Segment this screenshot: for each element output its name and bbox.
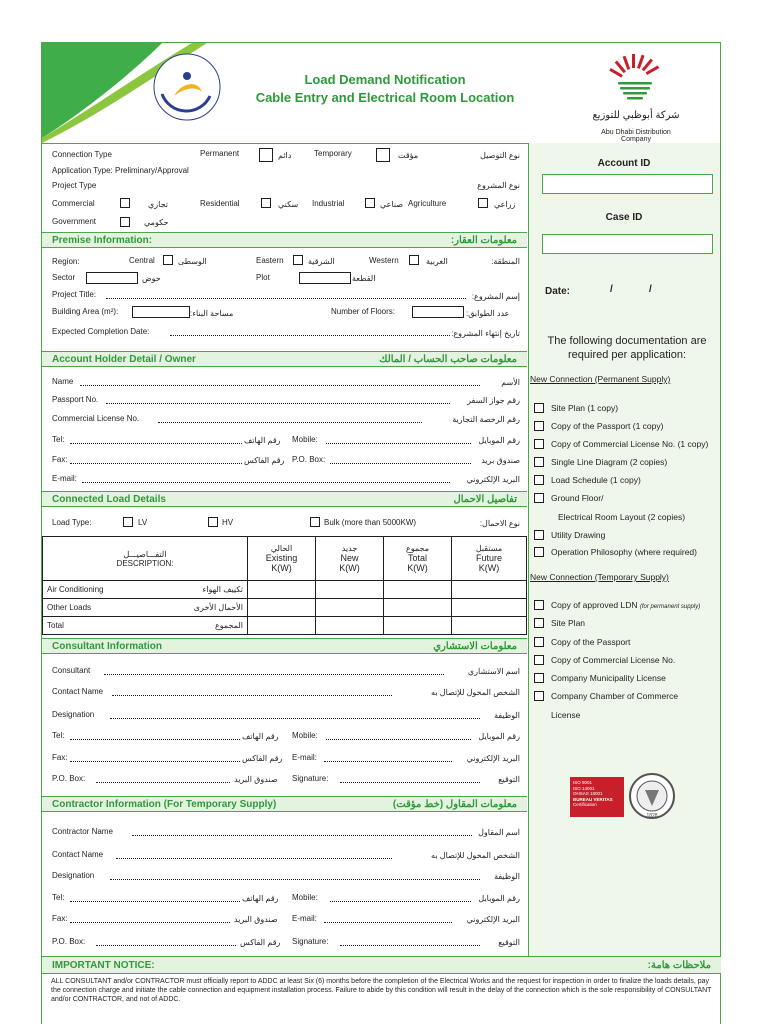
doc-checkbox[interactable]	[534, 691, 544, 701]
commercial-label: Commercial	[52, 199, 95, 208]
col-new-en: New K(W)	[339, 553, 360, 573]
industrial-label: Industrial	[312, 199, 345, 208]
contractor-contact-field[interactable]	[116, 858, 392, 859]
owner-pobox-label: P.O. Box:	[292, 455, 326, 464]
contractor-pobox-label: P.O. Box:	[52, 937, 86, 946]
date-separator: /	[610, 284, 613, 295]
passport-label: Passport No.	[52, 395, 99, 404]
consultant-tel-label-ar: رقم الهاتف	[242, 732, 279, 741]
bureau-veritas-seal	[628, 770, 676, 824]
iso-certification-badge	[570, 777, 624, 817]
row-label	[43, 599, 248, 617]
new-cell[interactable]	[316, 617, 384, 635]
owner-tel-label-ar: رقم الهاتف	[244, 436, 281, 445]
consultant-fax-field[interactable]	[70, 761, 240, 762]
owner-heading: Account Holder Detail / Owner	[52, 354, 196, 365]
load-type-label: Load Type:	[52, 518, 92, 527]
doc-label: Company Chamber of Commerce	[551, 691, 679, 701]
contractor-mobile-label: Mobile:	[292, 893, 318, 902]
residential-label: Residential	[200, 199, 240, 208]
consultant-pobox-label: P.O. Box:	[52, 774, 86, 783]
contractor-name-label-ar: اسم المقاول	[478, 828, 520, 837]
plot-input[interactable]	[299, 272, 351, 284]
row-label-en: Other Loads	[47, 603, 92, 612]
load-table-header-row	[43, 537, 527, 581]
contractor-email-label-ar: البريد الإلكتروني	[466, 915, 520, 924]
owner-mobile-label-ar: رقم الموبايل	[478, 436, 520, 445]
commercial-checkbox[interactable]	[120, 198, 130, 208]
doc-label: Copy of Commercial License No.	[551, 655, 676, 665]
documentation-intro: The following documentation are required per application:	[547, 335, 707, 361]
building-area-input[interactable]	[132, 306, 190, 318]
existing-cell[interactable]	[248, 599, 316, 617]
col-future-ar: مستقبل	[475, 544, 503, 553]
existing-cell[interactable]	[248, 617, 316, 635]
consultant-name-label: Consultant	[52, 666, 91, 675]
consultant-contact-label-ar: الشخص المخول للإتصال به	[431, 688, 520, 697]
doc-checkbox[interactable]	[534, 439, 544, 449]
hv-label: HV	[222, 518, 234, 527]
col-new	[316, 537, 384, 581]
contractor-mobile-field[interactable]	[330, 901, 471, 902]
owner-section-header	[42, 351, 527, 367]
doc-ground-floor-cont: Electrical Room Layout (2 copies)	[558, 512, 686, 522]
contractor-fax-label-ar: صندوق البريد	[234, 915, 278, 924]
contractor-pobox-label-ar: رقم الفاكس	[240, 938, 281, 947]
agriculture-checkbox[interactable]	[478, 198, 488, 208]
floors-label: Number of Floors:	[331, 307, 396, 316]
lv-checkbox[interactable]	[123, 517, 133, 527]
industrial-checkbox[interactable]	[365, 198, 375, 208]
doc-label: Operation Philosophy (where required)	[551, 547, 697, 557]
form-title-line1: Load Demand Notification	[304, 72, 466, 87]
premise-heading-ar: معلومات العقار:	[450, 235, 517, 246]
consultant-email-label-ar: البريد الإلكتروني	[466, 754, 520, 763]
iso-line: OHSAS 18001	[573, 791, 603, 797]
consultant-name-field[interactable]	[104, 674, 444, 675]
owner-name-field[interactable]	[80, 385, 480, 386]
residential-checkbox[interactable]	[261, 198, 271, 208]
eastern-checkbox[interactable]	[293, 255, 303, 265]
contractor-name-label: Contractor Name	[52, 827, 113, 836]
load-heading-ar: تفاصيل الاحمال	[453, 494, 517, 505]
temporary-label-ar: مؤقت	[398, 151, 419, 160]
consultant-fax-label: Fax:	[52, 753, 68, 762]
consultant-designation-label-ar: الوظيفة	[494, 711, 520, 720]
floors-input[interactable]	[412, 306, 464, 318]
completion-date-field[interactable]	[170, 335, 450, 336]
doc-checkbox[interactable]	[534, 600, 544, 610]
iso-line: ISO 9001	[573, 780, 593, 785]
connection-type-label-ar: نوع التوصيل	[480, 151, 520, 160]
row-label-en: Total	[47, 621, 64, 630]
iso-line: BUREAU VERITAS	[573, 796, 613, 802]
consultant-email-label: E-mail:	[292, 753, 317, 762]
western-checkbox[interactable]	[409, 255, 419, 265]
doc-checkbox[interactable]	[534, 637, 544, 647]
doc-label: Copy of the Passport (1 copy)	[551, 421, 664, 431]
owner-email-label-ar: البريد الإلكتروني	[466, 475, 520, 484]
doc-label: Site Plan (1 copy)	[551, 403, 619, 413]
company-name-en: Abu Dhabi Distribution Company	[601, 129, 671, 143]
consultant-fax-label-ar: رقم الفاكس	[242, 754, 283, 763]
doc-label: Single Line Diagram (2 copies)	[551, 457, 668, 467]
industrial-label-ar: صناعي	[380, 200, 404, 209]
consultant-section-header	[42, 638, 527, 654]
owner-email-field[interactable]	[82, 482, 450, 483]
excellence-award-logo	[152, 52, 222, 122]
col-existing-ar: الحالي	[270, 544, 293, 553]
doc-label: Company Municipality License	[551, 673, 666, 683]
consultant-contact-label: Contact Name	[52, 687, 104, 696]
consultant-tel-field[interactable]	[70, 739, 240, 740]
consultant-designation-label: Designation	[52, 710, 95, 719]
agriculture-label-ar: زراعي	[494, 200, 516, 209]
table-row	[43, 581, 527, 599]
owner-mobile-field[interactable]	[326, 443, 471, 444]
case-id-input[interactable]	[542, 234, 713, 254]
consultant-mobile-field[interactable]	[326, 739, 471, 740]
doc-checkbox[interactable]	[534, 403, 544, 413]
contractor-pobox-field[interactable]	[96, 945, 236, 946]
consultant-designation-field[interactable]	[110, 718, 480, 719]
completion-date-label-ar: تاريخ إنتهاء المشروع:	[451, 329, 520, 338]
doc-checkbox[interactable]	[534, 421, 544, 431]
permanent-docs-heading: New Connection (Permanent Supply)	[530, 374, 671, 384]
doc-label: Load Schedule (1 copy)	[551, 475, 641, 485]
doc-checkbox[interactable]	[534, 493, 544, 503]
sector-label: Sector	[52, 273, 76, 282]
notice-heading-ar: ملاحظات هامة:	[647, 960, 711, 971]
agriculture-label: Agriculture	[408, 199, 447, 208]
contractor-fax-field[interactable]	[70, 922, 230, 923]
col-new-ar: جديد	[341, 544, 358, 553]
total-cell[interactable]	[384, 599, 452, 617]
central-checkbox[interactable]	[163, 255, 173, 265]
consultant-pobox-field[interactable]	[96, 782, 230, 783]
col-existing	[248, 537, 316, 581]
doc-label-note: (for permanent supply)	[639, 604, 701, 610]
doc-checkbox[interactable]	[534, 618, 544, 628]
residential-label-ar: سكني	[278, 200, 299, 209]
contractor-signature-field[interactable]	[340, 945, 480, 946]
doc-label: Copy of Commercial License No. (1 copy)	[551, 439, 709, 449]
owner-name-label: Name	[52, 377, 74, 386]
consultant-contact-field[interactable]	[112, 695, 392, 696]
consultant-signature-field[interactable]	[340, 782, 480, 783]
doc-label-text: Copy of approved LDN	[551, 600, 638, 610]
consultant-heading: Consultant Information	[52, 641, 162, 652]
contractor-contact-label-ar: الشخص المخول للإتصال به	[431, 851, 520, 860]
doc-label: Copy of the Passport	[551, 637, 631, 647]
bulk-checkbox[interactable]	[310, 517, 320, 527]
contractor-designation-label: Designation	[52, 871, 95, 880]
col-total	[384, 537, 452, 581]
load-type-label-ar: نوع الاحمال:	[479, 519, 520, 528]
consultant-name-label-ar: اسم الاستشاري	[467, 667, 520, 676]
load-heading: Connected Load Details	[52, 494, 166, 505]
connection-type-label: Connection Type	[52, 150, 112, 159]
future-cell[interactable]	[452, 617, 527, 635]
load-section-header	[42, 491, 527, 507]
doc-checkbox[interactable]	[534, 530, 544, 540]
western-label-ar: الغربية	[426, 257, 448, 266]
project-title-field[interactable]	[106, 298, 466, 299]
contractor-designation-field[interactable]	[110, 879, 480, 880]
table-row	[43, 599, 527, 617]
new-cell[interactable]	[316, 581, 384, 599]
application-type-label: Application Type: Preliminary/Approval	[52, 166, 189, 175]
doc-checkbox[interactable]	[534, 655, 544, 665]
central-label-ar: الوسطى	[178, 257, 207, 266]
total-cell[interactable]	[384, 617, 452, 635]
contractor-signature-label: Signature:	[292, 937, 329, 946]
bulk-label: Bulk (more than 5000KW)	[324, 518, 417, 527]
doc-label: Utility Drawing	[551, 530, 606, 540]
contractor-heading-ar: معلومات المقاول (خط مؤقت)	[392, 799, 517, 810]
eastern-label: Eastern	[256, 256, 284, 265]
project-title-label: Project Title:	[52, 290, 97, 299]
owner-tel-field[interactable]	[70, 443, 242, 444]
permanent-label: Permanent	[200, 149, 240, 158]
commercial-license-field[interactable]	[158, 422, 422, 423]
contractor-fax-label: Fax:	[52, 914, 68, 923]
temporary-checkbox[interactable]	[376, 148, 390, 162]
owner-tel-label: Tel:	[52, 435, 65, 444]
doc-checkbox[interactable]	[534, 457, 544, 467]
lv-label: LV	[138, 518, 148, 527]
building-area-label: Building Area (m²):	[52, 307, 119, 316]
col-future	[452, 537, 527, 581]
consultant-mobile-label: Mobile:	[292, 731, 318, 740]
row-label-ar: المجموع	[215, 621, 243, 630]
consultant-email-field[interactable]	[324, 761, 452, 762]
consultant-tel-label: Tel:	[52, 731, 65, 740]
owner-pobox-field[interactable]	[330, 463, 471, 464]
new-cell[interactable]	[316, 599, 384, 617]
case-id-label: Case ID	[605, 212, 643, 223]
doc-label	[551, 600, 700, 610]
contractor-tel-label-ar: رقم الهاتف	[242, 894, 279, 903]
doc-label: Site Plan	[551, 618, 586, 628]
owner-heading-ar: معلومات صاحب الحساب / المالك	[379, 354, 517, 365]
region-label-ar: المنطقة:	[491, 257, 520, 266]
contractor-name-field[interactable]	[132, 835, 472, 836]
contractor-section-header	[42, 796, 527, 812]
row-label	[43, 581, 248, 599]
row-label-ar: تكييف الهواء	[202, 585, 243, 594]
owner-fax-label-ar: رقم الفاكس	[244, 456, 285, 465]
date-separator: /	[649, 284, 652, 295]
iso-line: ISO 14001	[573, 785, 595, 791]
sector-label-ar: حوض	[142, 274, 161, 283]
doc-checkbox[interactable]	[534, 673, 544, 683]
passport-label-ar: رقم جواز السفر	[467, 396, 520, 405]
owner-pobox-label-ar: صندوق بريد	[481, 456, 520, 465]
eastern-label-ar: الشرقية	[308, 257, 335, 266]
plot-label: Plot	[256, 273, 270, 282]
table-row	[43, 617, 527, 635]
project-type-label-ar: نوع المشروع	[477, 181, 520, 190]
future-cell[interactable]	[452, 599, 527, 617]
col-description	[43, 537, 248, 581]
hv-checkbox[interactable]	[208, 517, 218, 527]
consultant-signature-label-ar: التوقيع	[498, 775, 520, 784]
contractor-tel-label: Tel:	[52, 893, 65, 902]
col-description-ar: التفـــاصيـــل	[123, 549, 167, 559]
notice-heading: IMPORTANT NOTICE:	[52, 960, 155, 971]
central-label: Central	[129, 256, 155, 265]
row-label	[43, 617, 248, 635]
building-area-label-ar: مساحة البناء:	[190, 309, 234, 318]
account-id-input[interactable]	[542, 174, 713, 194]
load-details-table	[42, 536, 527, 635]
company-name-ar: شركة أبوظبي للتوزيع	[592, 110, 680, 121]
temporary-docs-heading: New Connection (Temporary Supply)	[530, 572, 669, 582]
temporary-label: Temporary	[314, 149, 352, 158]
floors-label-ar: عدد الطوابق:	[466, 309, 510, 318]
premise-heading: Premise Information:	[52, 235, 153, 246]
col-existing-en: Existing K(W)	[265, 553, 298, 573]
contractor-email-field[interactable]	[324, 922, 452, 923]
doc-checkbox[interactable]	[534, 547, 544, 557]
government-checkbox[interactable]	[120, 217, 130, 227]
consultant-pobox-label-ar: صندوق البريد	[234, 775, 278, 784]
col-total-ar: مجموع	[406, 544, 429, 553]
owner-email-label: E-mail:	[52, 474, 77, 483]
government-label-ar: حكومي	[144, 218, 169, 227]
passport-field[interactable]	[106, 403, 450, 404]
future-cell[interactable]	[452, 581, 527, 599]
contractor-designation-label-ar: الوظيفة	[494, 872, 520, 881]
total-cell[interactable]	[384, 581, 452, 599]
row-label-ar: الأحمال الأخرى	[193, 603, 243, 612]
row-label-en: Air Conditioning	[47, 585, 104, 594]
consultant-signature-label: Signature:	[292, 774, 329, 783]
account-id-label: Account ID	[597, 158, 651, 169]
col-future-en: Future K(W)	[475, 553, 502, 573]
owner-name-label-ar: الأسم	[501, 378, 520, 387]
contractor-mobile-label-ar: رقم الموبايل	[478, 894, 520, 903]
iso-line: Certification	[573, 802, 597, 808]
notice-text: ALL CONSULTANT and/or CONTRACTOR must officially report to ADDC at least Six (6) months before the completion of the Electrical Works and the request for inspection in order to finalize the loads details, pay the connection charge and initiate the cable connection and equipment installation process. Failure to abide by this condition will result in the delay of the connection which is the sole responsibility of CONSULTANT and/or CONTRACTOR, and not of ADDC.	[51, 978, 712, 1003]
col-description-en: DESCRIPTION:	[116, 558, 174, 568]
contractor-tel-field[interactable]	[70, 901, 240, 902]
government-label: Government	[52, 217, 97, 226]
commercial-label-ar: تجاري	[148, 200, 168, 209]
existing-cell[interactable]	[248, 581, 316, 599]
consultant-mobile-label-ar: رقم الموبايل	[478, 732, 520, 741]
notice-header	[42, 956, 721, 974]
contractor-email-label: E-mail:	[292, 914, 317, 923]
contractor-heading: Contractor Information (For Temporary Supply)	[52, 799, 277, 810]
commercial-license-label: Commercial License No.	[52, 414, 140, 423]
completion-date-label: Expected Completion Date:	[52, 327, 150, 336]
region-label: Region:	[52, 257, 80, 266]
owner-fax-label: Fax:	[52, 455, 68, 464]
western-label: Western	[369, 256, 399, 265]
seal-year: 1828	[646, 813, 658, 819]
doc-checkbox[interactable]	[534, 475, 544, 485]
doc-chamber-commerce-cont: License	[551, 710, 581, 720]
owner-fax-field[interactable]	[70, 463, 242, 464]
permanent-checkbox[interactable]	[259, 148, 273, 162]
owner-mobile-label: Mobile:	[292, 435, 318, 444]
addc-logo	[600, 52, 670, 106]
doc-label: Ground Floor/	[551, 493, 604, 503]
commercial-license-label-ar: رقم الرخصة التجارية	[452, 415, 520, 424]
premise-section-header	[42, 232, 527, 248]
form-title-line2: Cable Entry and Electrical Room Location	[255, 90, 515, 105]
sector-input[interactable]	[86, 272, 138, 284]
permanent-label-ar: دائم	[278, 151, 292, 160]
plot-label-ar: القطعة	[352, 274, 376, 283]
contractor-signature-label-ar: التوقيع	[498, 938, 520, 947]
contractor-contact-label: Contact Name	[52, 850, 104, 859]
project-title-label-ar: إسم المشروع:	[471, 292, 520, 301]
col-total-en: Total K(W)	[407, 553, 428, 573]
project-type-label: Project Type	[52, 181, 97, 190]
consultant-heading-ar: معلومات الاستشاري	[433, 641, 517, 652]
date-label: Date:	[545, 286, 571, 297]
